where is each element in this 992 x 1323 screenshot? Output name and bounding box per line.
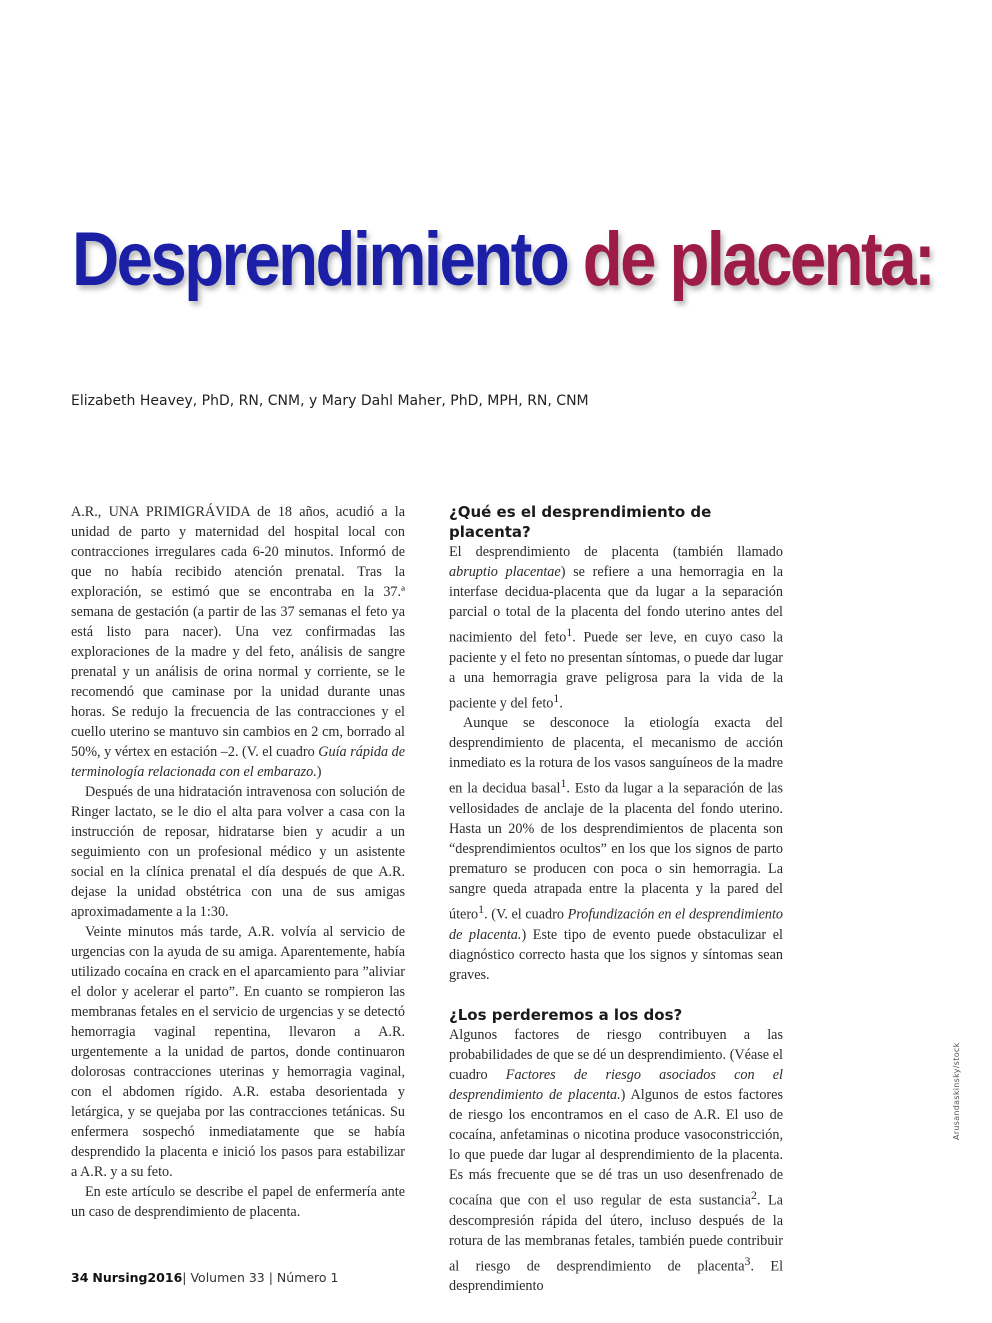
article-title xyxy=(72,217,934,302)
paragraph-definition: El desprendimiento de placenta (también llamado abruptio placentae) se refiere a una hemorragia en la interfase decidua-placenta que da lugar a la separación parcial o total de la placenta del fondo uterino antes del nacimiento del feto$^1$. Puede ser leve, en cuyo caso la paciente y el feto no presentan síntomas, o puede dar lugar a una hemorragia grave peligrosa para la vida de la paciente y del feto$^1$. xyxy=(449,544,783,712)
paragraph-discharge: Después de una hidratación intravenosa con solución de Ringer lactato, se le dio el alta para volver a casa con la instrucción de reposar, hidratarse bien y acudir a un seguimiento con un profesional médico y un asistente social en la clínica prenatal el día después de que A.R. dejase la unidad obstétrica con una de sus amigas aproximadamente a la 1:30. xyxy=(71,784,405,920)
page-number: 34 xyxy=(71,1270,89,1285)
photo-credit: Arusandaskinsky/stock xyxy=(952,1042,961,1140)
paragraph-risk-factors: Algunos factores de riesgo contribuyen a las probabilidades de que se dé un desprendimiento. (Véase el cuadro Factores de riesgo asociados con el desprendimiento de placenta.) Algunos de estos factores de riesgo los encontramos en el caso de A.R. El uso de cocaína, anfetaminas o nicotina produce vasoconstricción, lo que puede dar lugar al desprendimiento de la placenta. Es más frecuente que se dé tras un uso desenfrenado de cocaína que con el uso regular de esta sustancia$^2$. La descompresión rápida del útero, incluso después de la rotura de las membranas fetales, también puede contribuir al riesgo de desprendimiento de placenta$^3$. El desprendimiento xyxy=(449,1026,784,1295)
title-part-red: de placenta: xyxy=(582,217,934,302)
paragraph-article-purpose: En este artículo se describe el papel de enfermería ante un caso de desprendimiento de placenta. xyxy=(71,1184,405,1220)
section-heading-risk: ¿Los perderemos a los dos? xyxy=(449,1005,683,1024)
issue-info: | Volumen 33 | Número 1 xyxy=(182,1270,339,1285)
section-heading-what-is: ¿Qué es el desprendimiento de placenta? xyxy=(449,503,712,541)
paragraph-etiology: Aunque se desconoce la etiología exacta del desprendimiento de placenta, el mecanismo de acción inmediato es la rotura de los vasos sanguíneos de la madre en la decidua basal$^1$. Esto da lugar a la separación de las vellosidades de anclaje de la placenta del fondo uterino. Hasta un 20% de los desprendimientos de placenta son “desprendimientos ocultos” en los que los signos de parto prematuro se producen con poca o sin hemorragia. La sangre queda atrapada entre la placenta y la pared del útero$^1$. (V. el cuadro Profundización en el desprendimiento de placenta.) Este tipo de evento puede obstaculizar el diagnóstico correcto hasta que los signos y síntomas sean graves. xyxy=(449,715,783,983)
authors-byline: Elizabeth Heavey, PhD, RN, CNM, y Mary Dahl Maher, PhD, MPH, RN, CNM xyxy=(71,393,589,409)
journal-name: Nursing2016 xyxy=(92,1270,183,1285)
right-column xyxy=(449,502,783,1296)
left-column xyxy=(71,502,405,1222)
paragraph-return: Veinte minutos más tarde, A.R. volvía al servicio de urgencias con la ayuda de su amiga. Aparentemente, había utilizado cocaína en crack en el aparcamiento para ”aliviar el dolor y acelerar el parto”. En cuanto se rompieron las membranas fetales en el servicio de urgencias y se detectó hemorragia vaginal repentina, llevaron a A.R. urgentemente a la unidad de partos, donde continuaron dolorosas contracciones uterinas y hemorragia vaginal, con el abdomen rígido. A.R. estaba desorientada y letárgica, y se quejaba por las contracciones tetánicas. Su enfermera sospechó inmediatamente que se había desprendido la placenta e inició los pasos para estabilizar a A.R. y a su feto. xyxy=(71,924,405,1180)
title-part-blue: Desprendimiento xyxy=(72,217,568,302)
page-footer xyxy=(71,1270,339,1285)
intro-paragraph: A.R., UNA PRIMIGRÁVIDA de 18 años, acudió a la unidad de parto y maternidad del hospital local con contracciones irregulares cada 6-20 minutos. Informó de que no había recibido atención prenatal. Tras la exploración, se estimó que se encontraba en la 37.ª semana de gestación (a partir de las 37 semanas el feto ya está listo para nacer). Una vez confirmadas las exploraciones de la madre y del feto, análisis de sangre prenatal y un análisis de orina normal y corriente, se le recomendó que caminase por la unidad durante unas horas. Se redujo la frecuencia de las contracciones y el cuello uterino se mantuvo sin cambios en 2 cm, borrado al 50%, y vértex en estación –2. (V. el cuadro Guía rápida de terminología relacionada con el embarazo.) xyxy=(71,504,405,780)
